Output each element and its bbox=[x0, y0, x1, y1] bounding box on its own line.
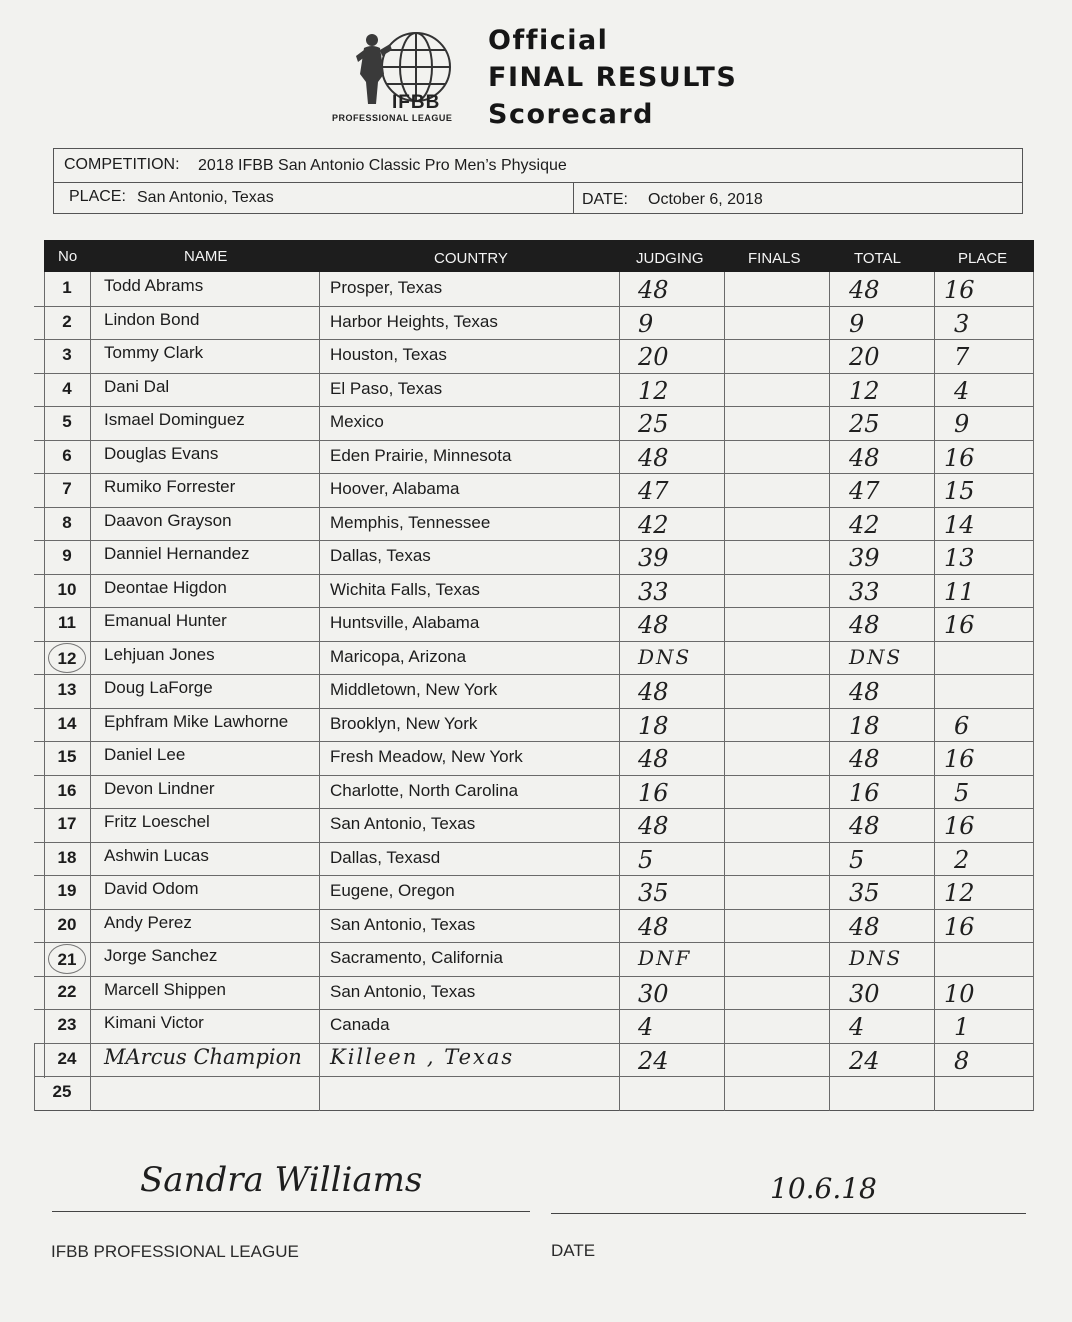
place-value: San Antonio, Texas bbox=[137, 189, 274, 206]
header-total: TOTAL bbox=[854, 250, 901, 267]
place-value: 10 bbox=[944, 979, 975, 1008]
competition-info-box bbox=[53, 148, 1023, 214]
row-number: 1 bbox=[62, 278, 72, 297]
contestant-location: San Antonio, Texas bbox=[330, 981, 476, 1001]
total-score: 20 bbox=[849, 343, 880, 371]
contestant-name: Tommy Clark bbox=[104, 343, 204, 362]
row-number: 4 bbox=[62, 378, 72, 398]
row-number: 6 bbox=[62, 445, 72, 465]
place-value: 8 bbox=[954, 1046, 970, 1075]
contestant-name: Deontae Higdon bbox=[104, 577, 227, 597]
place-value: 16 bbox=[944, 812, 975, 840]
total-score: 48 bbox=[849, 276, 880, 304]
place-value: 16 bbox=[944, 276, 975, 304]
judging-score: 48 bbox=[638, 745, 669, 773]
contestant-name: Marcell Shippen bbox=[104, 979, 226, 999]
title-line-2: FINAL RESULTS bbox=[488, 62, 738, 93]
contestant-name: Douglas Evans bbox=[104, 443, 219, 463]
header-judging: JUDGING bbox=[636, 250, 704, 267]
contestant-location: Harbor Heights, Texas bbox=[330, 311, 498, 331]
contestant-location: San Antonio, Texas bbox=[330, 914, 476, 934]
table-row bbox=[34, 808, 1034, 843]
title-line-3: Scorecard bbox=[488, 99, 654, 130]
contestant-location: Mexico bbox=[330, 412, 384, 431]
table-row bbox=[34, 373, 1034, 408]
table-row bbox=[34, 540, 1034, 575]
place-value: 14 bbox=[944, 510, 975, 539]
judging-score: 35 bbox=[638, 879, 669, 907]
table-row bbox=[34, 306, 1034, 341]
judging-score: 9 bbox=[638, 309, 654, 338]
place-value: 16 bbox=[944, 745, 975, 773]
contestant-name: David Odom bbox=[104, 879, 199, 898]
total-score: 39 bbox=[849, 544, 880, 572]
contestant-location: Dallas, Texas bbox=[330, 546, 431, 565]
contestant-name: Lindon Bond bbox=[104, 309, 200, 329]
total-score: 48 bbox=[849, 745, 880, 773]
total-score: 24 bbox=[849, 1046, 880, 1075]
table-row bbox=[34, 1043, 1034, 1078]
total-score: 48 bbox=[849, 678, 880, 706]
judging-score: 24 bbox=[638, 1046, 669, 1075]
signature: Sandra Williams bbox=[140, 1160, 423, 1200]
header-name: NAME bbox=[184, 248, 228, 265]
contestant-location: Fresh Meadow, New York bbox=[330, 747, 523, 766]
contestant-location: Dallas, Texasd bbox=[330, 847, 441, 867]
competition-value: 2018 IFBB San Antonio Classic Pro Men’s Physique bbox=[198, 157, 567, 174]
table-row bbox=[34, 507, 1034, 542]
contestant-location: Killeen , Texas bbox=[330, 1044, 515, 1069]
contestant-name: Emanual Hunter bbox=[104, 611, 227, 630]
row-number: 7 bbox=[62, 479, 72, 498]
table-row bbox=[34, 875, 1034, 910]
row-number: 11 bbox=[58, 613, 76, 632]
contestant-name: MArcus Champion bbox=[104, 1044, 302, 1069]
judging-score: 20 bbox=[638, 343, 669, 371]
contestant-location: Huntsville, Alabama bbox=[330, 613, 480, 632]
place-value: 16 bbox=[944, 912, 975, 941]
total-score: 5 bbox=[849, 845, 865, 874]
contestant-name: Todd Abrams bbox=[104, 276, 204, 295]
row-number: 18 bbox=[57, 847, 77, 867]
date-label: DATE: bbox=[582, 191, 628, 208]
contestant-name: Ismael Dominguez bbox=[104, 410, 245, 429]
judging-score: 48 bbox=[638, 678, 669, 706]
contestant-name: Dani Dal bbox=[104, 376, 170, 396]
table-row bbox=[34, 674, 1034, 709]
contestant-location: Middletown, New York bbox=[330, 680, 498, 699]
contestant-location: Eden Prairie, Minnesota bbox=[330, 445, 512, 465]
judging-score: 48 bbox=[638, 443, 669, 472]
judging-score: 5 bbox=[638, 845, 654, 874]
judging-score: 42 bbox=[638, 510, 669, 539]
table-row bbox=[34, 842, 1034, 877]
row-number: 15 bbox=[57, 747, 77, 766]
place-value: 12 bbox=[944, 879, 975, 907]
judging-score: 48 bbox=[638, 611, 669, 639]
table-row bbox=[34, 942, 1034, 977]
table-row bbox=[34, 775, 1034, 810]
judging-score: 25 bbox=[638, 410, 669, 438]
contestant-location: Canada bbox=[330, 1015, 390, 1034]
contestant-name: Fritz Loeschel bbox=[104, 812, 210, 831]
contestant-name: Doug LaForge bbox=[104, 678, 213, 697]
table-row bbox=[34, 473, 1034, 508]
judging-score: 48 bbox=[638, 912, 669, 941]
table-row bbox=[34, 272, 1034, 307]
total-score: 48 bbox=[849, 912, 880, 941]
place-value: 7 bbox=[954, 343, 970, 371]
contestant-location: Prosper, Texas bbox=[330, 278, 443, 297]
total-score: 16 bbox=[849, 778, 880, 807]
contestant-name: Devon Lindner bbox=[104, 778, 215, 798]
contestant-location: Brooklyn, New York bbox=[330, 713, 478, 733]
table-row bbox=[34, 1009, 1034, 1044]
row-number: 24 bbox=[57, 1048, 77, 1068]
table-row bbox=[34, 406, 1034, 441]
contestant-location: El Paso, Texas bbox=[330, 378, 443, 398]
total-score: 48 bbox=[849, 611, 880, 639]
table-row bbox=[34, 741, 1034, 776]
contestant-name: Lehjuan Jones bbox=[104, 644, 215, 664]
contestant-name: Rumiko Forrester bbox=[104, 477, 236, 496]
contestant-location: Eugene, Oregon bbox=[330, 881, 455, 900]
total-score: 48 bbox=[849, 443, 880, 472]
judging-score: 48 bbox=[638, 276, 669, 304]
place-value: 5 bbox=[954, 778, 970, 807]
table-row bbox=[34, 976, 1034, 1011]
place-label: PLACE: bbox=[69, 188, 126, 205]
judging-score: 39 bbox=[638, 544, 669, 572]
total-score: 48 bbox=[849, 812, 880, 840]
row-number: 13 bbox=[57, 680, 77, 699]
date-label-bottom: DATE bbox=[551, 1241, 596, 1260]
place-value: 16 bbox=[944, 443, 975, 472]
place-value: 1 bbox=[954, 1013, 970, 1041]
judging-score: 18 bbox=[638, 711, 669, 740]
total-score: 33 bbox=[849, 577, 880, 606]
title-line-1: Official bbox=[488, 25, 609, 56]
judging-score: 48 bbox=[638, 812, 669, 840]
place-value: 11 bbox=[944, 577, 975, 606]
contestant-name: Kimani Victor bbox=[104, 1013, 204, 1032]
table-row bbox=[34, 708, 1034, 743]
contestant-name: Ashwin Lucas bbox=[104, 845, 209, 865]
table-row bbox=[34, 607, 1034, 642]
row-number: 2 bbox=[62, 311, 72, 331]
contestant-name: Danniel Hernandez bbox=[104, 544, 250, 563]
row-number: 23 bbox=[57, 1015, 77, 1034]
contestant-location: Wichita Falls, Texas bbox=[330, 579, 480, 599]
contestant-name: Daavon Grayson bbox=[104, 510, 232, 530]
row-number: 16 bbox=[57, 780, 77, 800]
total-score: DNS bbox=[849, 644, 903, 669]
table-row bbox=[34, 1076, 1034, 1111]
signature-label: IFBB PROFESSIONAL LEAGUE bbox=[51, 1242, 299, 1261]
header-no: No bbox=[58, 248, 78, 265]
judging-score: DNS bbox=[638, 644, 692, 669]
judging-score: 30 bbox=[638, 979, 669, 1008]
header-country: COUNTRY bbox=[434, 250, 508, 267]
contestant-name: Daniel Lee bbox=[104, 745, 186, 764]
row-number: 8 bbox=[62, 512, 72, 532]
handwritten-date: 10.6.18 bbox=[770, 1172, 877, 1205]
total-score: 47 bbox=[849, 477, 880, 505]
row-number: 25 bbox=[52, 1082, 72, 1101]
place-value: 16 bbox=[944, 611, 975, 639]
document-title bbox=[488, 22, 737, 133]
date-value: October 6, 2018 bbox=[648, 191, 763, 208]
contestant-name: Jorge Sanchez bbox=[104, 946, 218, 965]
table-row bbox=[34, 339, 1034, 374]
logo-text: IFBB bbox=[392, 92, 441, 113]
total-score: DNS bbox=[849, 946, 903, 970]
contestant-location: Maricopa, Arizona bbox=[330, 646, 467, 666]
place-value: 15 bbox=[944, 477, 975, 505]
judging-score: 12 bbox=[638, 376, 669, 405]
row-number: 21 bbox=[48, 944, 86, 974]
total-score: 18 bbox=[849, 711, 880, 740]
results-table bbox=[34, 240, 1034, 1111]
row-number: 17 bbox=[57, 814, 77, 833]
row-number: 12 bbox=[48, 643, 86, 673]
contestant-location: Houston, Texas bbox=[330, 345, 447, 364]
judging-score: 16 bbox=[638, 778, 669, 807]
row-number: 5 bbox=[62, 412, 72, 431]
row-number: 20 bbox=[57, 914, 77, 934]
table-row bbox=[34, 574, 1034, 609]
row-number: 19 bbox=[57, 881, 77, 900]
place-value: 4 bbox=[954, 376, 970, 405]
place-value: 9 bbox=[954, 410, 970, 438]
header-finals: FINALS bbox=[748, 250, 801, 267]
row-number: 3 bbox=[62, 345, 72, 364]
total-score: 12 bbox=[849, 376, 880, 405]
total-score: 42 bbox=[849, 510, 880, 539]
contestant-location: Sacramento, California bbox=[330, 948, 503, 967]
table-row bbox=[34, 440, 1034, 475]
contestant-location: Memphis, Tennessee bbox=[330, 512, 491, 532]
table-header bbox=[44, 240, 1034, 272]
judging-score: DNF bbox=[638, 946, 692, 970]
competition-label: COMPETITION: bbox=[64, 156, 180, 173]
total-score: 4 bbox=[849, 1013, 865, 1041]
place-value: 2 bbox=[954, 845, 970, 874]
header-place: PLACE bbox=[958, 250, 1008, 267]
judging-score: 4 bbox=[638, 1013, 654, 1041]
place-value: 3 bbox=[954, 309, 970, 338]
total-score: 25 bbox=[849, 410, 880, 438]
row-number: 14 bbox=[57, 713, 77, 733]
contestant-name: Andy Perez bbox=[104, 912, 192, 932]
place-value: 6 bbox=[954, 711, 970, 740]
table-row bbox=[34, 641, 1034, 676]
place-value: 13 bbox=[944, 544, 975, 572]
total-score: 35 bbox=[849, 879, 880, 907]
contestant-location: Hoover, Alabama bbox=[330, 479, 460, 498]
row-number: 9 bbox=[62, 546, 72, 565]
contestant-location: Charlotte, North Carolina bbox=[330, 780, 519, 800]
row-number: 22 bbox=[57, 981, 77, 1001]
table-row bbox=[34, 909, 1034, 944]
contestant-name: Ephfram Mike Lawhorne bbox=[104, 711, 289, 731]
logo-subtext: PROFESSIONAL LEAGUE bbox=[332, 113, 453, 123]
total-score: 30 bbox=[849, 979, 880, 1008]
row-number: 10 bbox=[57, 579, 77, 599]
total-score: 9 bbox=[849, 309, 865, 338]
judging-score: 47 bbox=[638, 477, 669, 505]
contestant-location: San Antonio, Texas bbox=[330, 814, 476, 833]
judging-score: 33 bbox=[638, 577, 669, 606]
